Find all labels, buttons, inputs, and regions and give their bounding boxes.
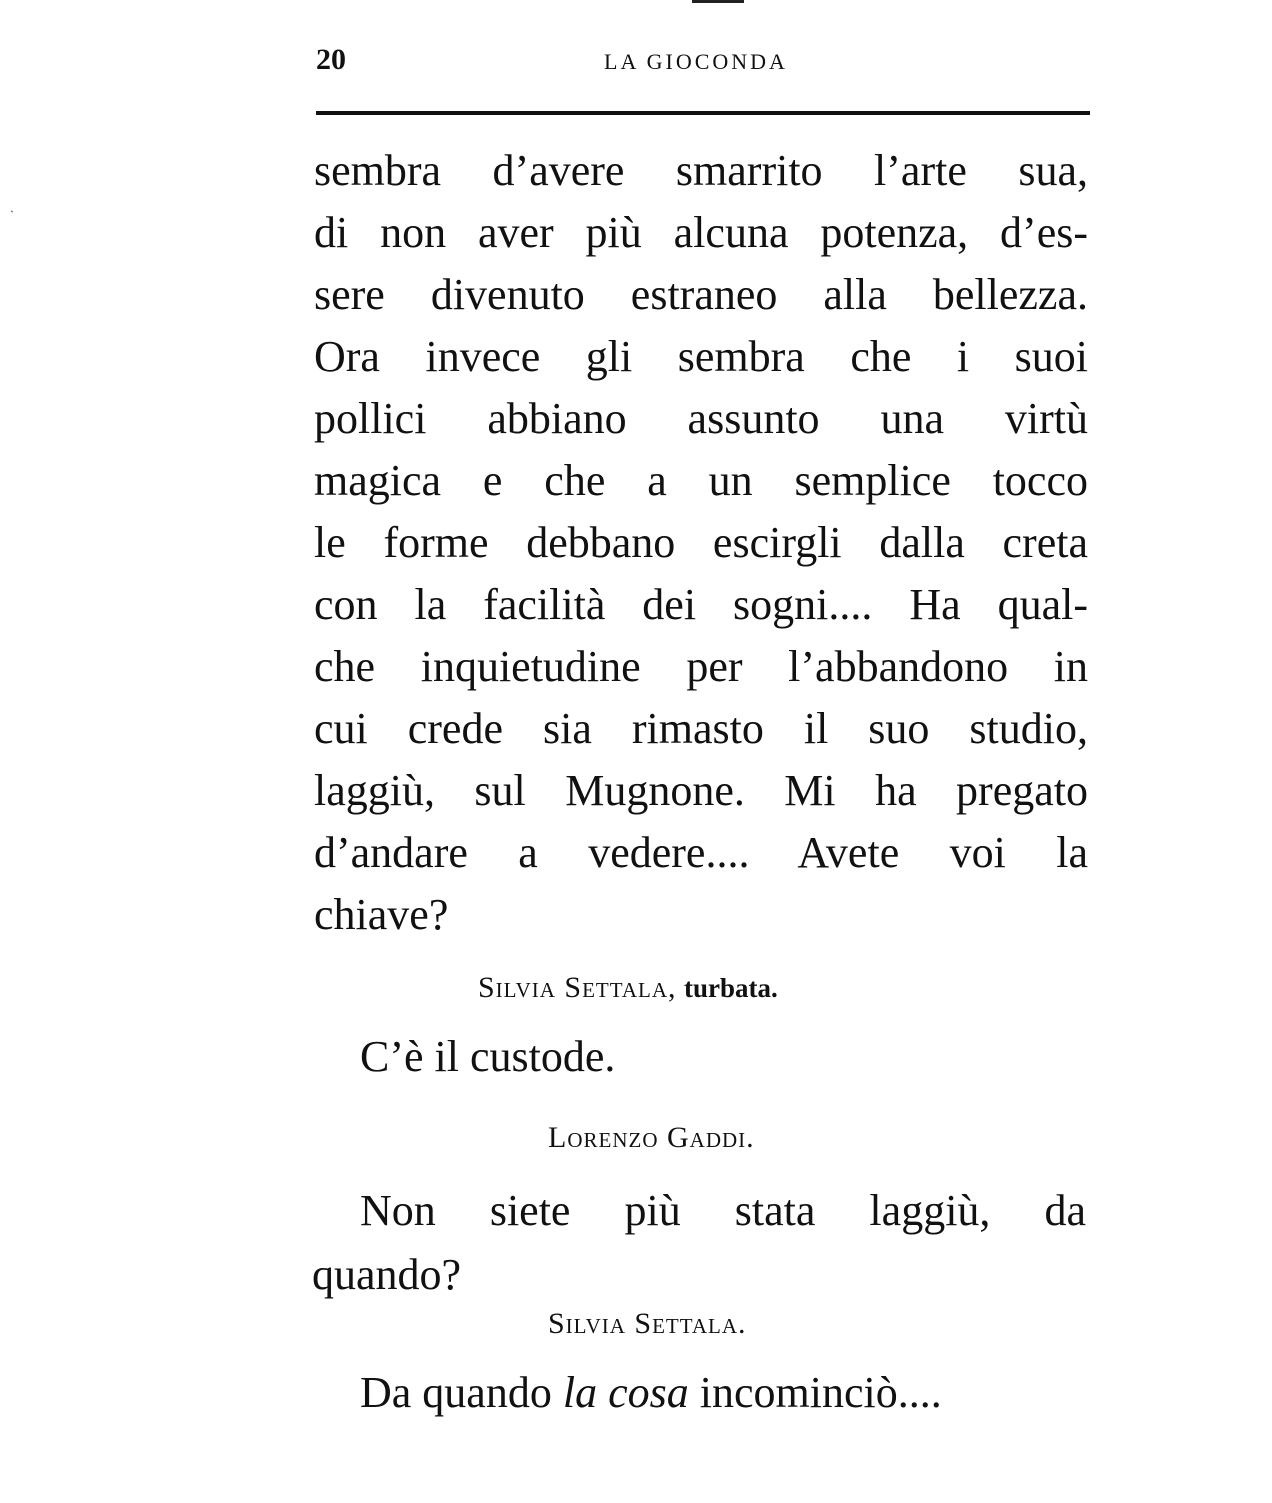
text-line: cui crede sia rimasto il suo studio,: [314, 704, 1088, 753]
dialogue-line: [360, 1362, 942, 1424]
page-header: [316, 40, 1090, 80]
emphasis-text: la: [562, 1368, 598, 1417]
speaker-name: Silvia Settala.: [548, 1307, 747, 1340]
text-line: chiave?: [314, 890, 449, 939]
page-number: 20: [316, 43, 346, 76]
text-line: laggiù, sul Mugnone. Mi ha pregato: [314, 766, 1088, 815]
dialogue-line: Non siete più stata laggiù, da: [360, 1186, 1086, 1235]
stage-direction: turbata.: [684, 973, 778, 1003]
text-line: le forme debbano escirgli dalla creta: [314, 518, 1088, 567]
speaker-name: Lorenzo Gaddi.: [548, 1121, 755, 1154]
text-line: magica e che a un semplice tocco: [314, 456, 1088, 505]
emphasis-text: cosa: [608, 1368, 689, 1417]
text-line: sembra d’avere smarrito l’arte sua,: [314, 146, 1088, 195]
header-rule: [316, 111, 1090, 115]
printing-mark: [692, 0, 744, 3]
speaker-heading: [548, 1118, 755, 1158]
text-line: d’andare a vedere.... Avete voi la: [314, 828, 1088, 877]
stray-ink-mark: ˎ: [10, 199, 14, 213]
speech-text: Da quando: [360, 1368, 563, 1417]
dialogue-line: C’è il custode.: [360, 1032, 616, 1081]
text-line: di non aver più alcuna potenza, d’es-: [314, 208, 1088, 257]
speaker-heading: [478, 968, 778, 1008]
running-title: LA GIOCONDA: [604, 49, 788, 74]
body-text: [314, 140, 1088, 946]
text-line: Ora invece gli sembra che i suoi: [314, 332, 1088, 381]
speech-text: incominciò....: [688, 1368, 942, 1417]
text-line: sere divenuto estraneo alla bellezza.: [314, 270, 1088, 319]
speaker-heading: [548, 1304, 747, 1344]
text-line: con la facilità dei sogni.... Ha qual-: [314, 580, 1088, 629]
text-line: pollici abbiano assunto una virtù: [314, 394, 1088, 443]
text-line: che inquietudine per l’abbandono in: [314, 642, 1088, 691]
speech-text: [597, 1368, 608, 1417]
speaker-name: Silvia Settala,: [478, 971, 677, 1004]
dialogue-line: quando?: [312, 1250, 462, 1299]
